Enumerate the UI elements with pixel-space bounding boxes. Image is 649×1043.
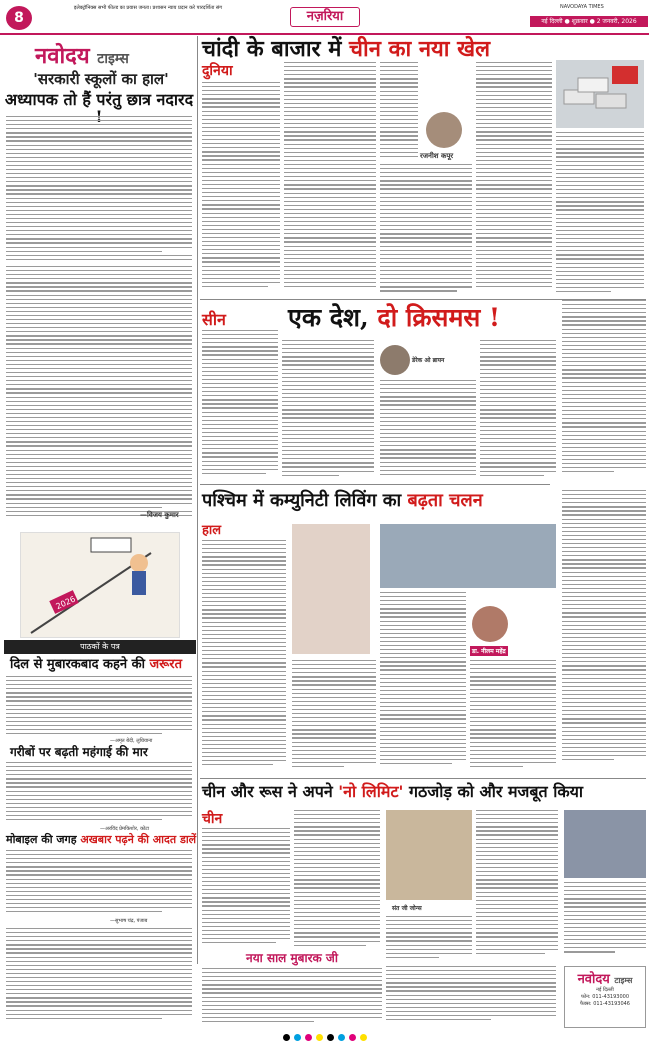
footer-imprint bbox=[564, 966, 646, 1028]
lead-col-1 bbox=[202, 82, 280, 296]
community-col-1 bbox=[202, 540, 286, 774]
column-divider bbox=[197, 36, 198, 964]
lead-col-5 bbox=[556, 132, 644, 296]
footer-line-3: फैक्स: 011-43193046 bbox=[579, 1001, 630, 1007]
letters-bottom-body bbox=[6, 928, 192, 1026]
ekdesh-col-5 bbox=[562, 300, 646, 480]
site-name: NAVODAYA TIMES bbox=[560, 4, 604, 10]
letters-header: पाठकों के पत्र bbox=[4, 640, 196, 654]
reg-dot-magenta bbox=[305, 1034, 312, 1041]
lead-kicker: दुनिया bbox=[202, 63, 233, 79]
letter-3-title bbox=[6, 834, 198, 846]
silver-bars-illustration bbox=[556, 60, 644, 128]
community-col-2 bbox=[292, 660, 376, 774]
community-title-part-2: बढ़ता चलन bbox=[407, 490, 483, 511]
ekdesh-col-3 bbox=[380, 380, 476, 480]
ekdesh-title-part-2: दो क्रिसमस ! bbox=[377, 303, 500, 332]
footer-line-2: फोन: 011-43193000 bbox=[581, 994, 629, 1000]
lead-title-part-1: चांदी के बाजार में bbox=[202, 36, 350, 62]
community-bottom-rule bbox=[200, 778, 646, 779]
china-russia-leaders-photo bbox=[564, 810, 646, 878]
china-col-5 bbox=[564, 882, 646, 962]
china-col-1 bbox=[202, 828, 290, 950]
china-russia-title-part-3: गठजोड़ को और मजबूत किया bbox=[403, 782, 584, 801]
letter-1-body bbox=[6, 676, 192, 739]
china-russia-title bbox=[202, 784, 646, 801]
editorial-body-1 bbox=[6, 116, 192, 264]
reg-dot-yellow bbox=[316, 1034, 323, 1041]
masthead-suffix: टाइम्स bbox=[97, 51, 129, 67]
editorial-body-2 bbox=[6, 266, 192, 520]
masthead bbox=[35, 40, 129, 70]
page-number: 8 bbox=[6, 6, 32, 30]
ekdesh-kicker: सीन bbox=[202, 310, 226, 329]
footer-masthead-suffix: टाइम्स bbox=[614, 975, 633, 985]
community-author-photo bbox=[472, 606, 508, 642]
newyear-title: नया साल मुबारक जी bbox=[246, 951, 338, 965]
community-kicker: हाल bbox=[202, 523, 222, 538]
community-author: डा. नीलम महेंद्र bbox=[472, 648, 506, 655]
china-russia-title-part-2: 'नो लिमिट' bbox=[338, 782, 404, 801]
letter-1-title-part-1: दिल से मुबारकबाद कहने की bbox=[10, 657, 150, 672]
letter-2-title: गरीबों पर बढ़ती महंगाई की मार bbox=[10, 745, 148, 759]
letter-3-body bbox=[6, 850, 192, 917]
letter-3-sign: —सुभाष चंद्र, पंजाब bbox=[110, 918, 148, 924]
china-col-4 bbox=[476, 810, 558, 962]
header-rule bbox=[0, 33, 649, 35]
cartoon bbox=[20, 532, 180, 638]
ekdesh-title bbox=[288, 305, 578, 331]
letter-2-body bbox=[6, 762, 192, 825]
ekdesh-col-4 bbox=[480, 340, 556, 480]
china-russia-photo bbox=[386, 810, 472, 900]
editorial-byline: —विजय कुमार bbox=[140, 511, 179, 519]
china-russia-kicker: चीन bbox=[202, 811, 223, 827]
letter-2-sign: —अरविंद प्रेमकिशोर, कोटा bbox=[100, 826, 150, 832]
community-title-part-1: पश्चिम में कम्युनिटी लिविंग का bbox=[202, 490, 408, 511]
lead-author: रजनीश कपूर bbox=[420, 152, 454, 160]
lead-col-3b bbox=[380, 164, 472, 296]
date-line: नई दिल्ली ● शुक्रवार ● 2 जनवरी, 2026 bbox=[530, 16, 648, 27]
letter-3-title-part-2: अखबार पढ़ने की आदत डालें bbox=[80, 833, 197, 846]
footer-line-1: नई दिल्ली bbox=[596, 987, 614, 993]
china-col-2 bbox=[294, 810, 380, 950]
section-title: नज़रिया bbox=[290, 7, 360, 27]
footer-masthead bbox=[565, 969, 645, 987]
china-russia-author: संत जी जोन्स bbox=[392, 905, 422, 912]
registration-marks bbox=[0, 1032, 649, 1043]
ekdesh-author-photo bbox=[380, 345, 410, 375]
reg-dot-black-2 bbox=[327, 1034, 334, 1041]
lead-col-3a bbox=[380, 62, 418, 162]
ekdesh-author: डेरेक ओ ब्रायन bbox=[412, 357, 445, 364]
lead-author-photo bbox=[426, 112, 462, 148]
reg-dot-magenta-2 bbox=[349, 1034, 356, 1041]
svg-text:2026: 2026 bbox=[54, 594, 77, 612]
newyear-body bbox=[202, 968, 382, 1026]
community-photo-group bbox=[380, 524, 556, 588]
community-col-4 bbox=[470, 660, 556, 774]
footer-masthead-name: नवोदय bbox=[577, 972, 610, 987]
community-photo-people bbox=[292, 524, 370, 654]
letter-1-title-part-2: जरूरत bbox=[149, 657, 182, 672]
editorial-quote: 'सरकारी स्कूलों का हाल' bbox=[33, 70, 169, 88]
reg-dot-cyan bbox=[294, 1034, 301, 1041]
china-bottom-body bbox=[386, 966, 556, 1026]
lead-col-4 bbox=[476, 62, 552, 296]
cartoon-drawing bbox=[21, 533, 181, 639]
china-russia-title-part-1: चीन और रूस ने अपने bbox=[202, 782, 339, 801]
lead-col-2 bbox=[284, 62, 376, 296]
newyear-box bbox=[202, 952, 382, 966]
ekdesh-title-part-1: एक देश, bbox=[288, 303, 378, 332]
letter-1-sign: —अमृत बेदी, लुधियाना bbox=[110, 738, 153, 744]
ekdesh-bottom-rule bbox=[200, 484, 550, 485]
ekdesh-col-1 bbox=[202, 330, 278, 480]
letter-1-title bbox=[10, 658, 196, 672]
header-slogan: इलेक्ट्रॉनिक्स सभी फील्ड का प्रयास जनता। प्रशासन न्याय प्रदान करे पारदर्शिता संग bbox=[73, 5, 223, 11]
reg-dot-yellow-2 bbox=[360, 1034, 367, 1041]
letter-3-title-part-1: मोबाइल की जगह bbox=[6, 833, 81, 846]
masthead-name: नवोदय bbox=[35, 43, 90, 69]
china-col-3 bbox=[386, 916, 472, 962]
editorial-title: अध्यापक तो हैं परंतु छात्र नदारद bbox=[4, 90, 194, 109]
community-col-3 bbox=[380, 592, 466, 774]
reg-dot-black bbox=[283, 1034, 290, 1041]
lead-title bbox=[202, 38, 646, 61]
ekdesh-col-2 bbox=[282, 340, 374, 480]
lead-title-part-2: चीन का नया खेल bbox=[349, 36, 491, 62]
reg-dot-cyan-2 bbox=[338, 1034, 345, 1041]
lead-silver-photo bbox=[556, 60, 644, 128]
community-col-5 bbox=[562, 490, 646, 774]
community-title bbox=[202, 492, 562, 511]
